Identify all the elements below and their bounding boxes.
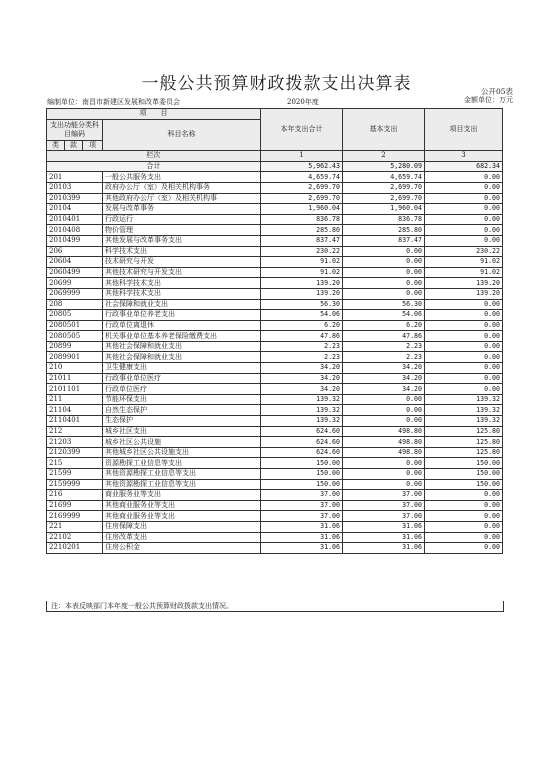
row-basic: 2.23 bbox=[343, 341, 425, 352]
col-no-1: 1 bbox=[261, 151, 343, 162]
row-code: 20899 bbox=[47, 341, 103, 352]
row-basic: 836.78 bbox=[343, 214, 425, 225]
row-basic: 0.00 bbox=[343, 458, 425, 469]
row-total: 150.00 bbox=[261, 469, 343, 480]
table-row bbox=[47, 490, 503, 501]
row-total: 91.02 bbox=[261, 267, 343, 278]
row-total: 624.60 bbox=[261, 447, 343, 458]
row-name: 其他政府办公厅（室）及相关机构事 bbox=[103, 193, 261, 204]
table-row bbox=[47, 521, 503, 532]
row-total: 37.00 bbox=[261, 490, 343, 501]
row-basic: 31.06 bbox=[343, 521, 425, 532]
row-total: 56.30 bbox=[261, 299, 343, 310]
row-total: 31.06 bbox=[261, 543, 343, 554]
table-row bbox=[47, 193, 503, 204]
table-row bbox=[47, 331, 503, 342]
row-name: 物价管理 bbox=[103, 225, 261, 236]
row-name: 科学技术支出 bbox=[103, 246, 261, 257]
row-total: 2.23 bbox=[261, 352, 343, 363]
row-name: 其他科学技术支出 bbox=[103, 278, 261, 289]
row-code: 2010499 bbox=[47, 235, 103, 246]
row-name: 社会保障和就业支出 bbox=[103, 299, 261, 310]
table-row bbox=[47, 405, 503, 416]
table-body bbox=[47, 172, 503, 553]
row-name: 商业服务业等支出 bbox=[103, 490, 261, 501]
row-code: 2169999 bbox=[47, 511, 103, 522]
table-row bbox=[47, 532, 503, 543]
table-row bbox=[47, 511, 503, 522]
row-basic: 0.00 bbox=[343, 405, 425, 416]
row-project: 125.80 bbox=[425, 447, 503, 458]
row-basic: 285.80 bbox=[343, 225, 425, 236]
table-row bbox=[47, 172, 503, 183]
row-total: 31.06 bbox=[261, 532, 343, 543]
row-name: 住房公积金 bbox=[103, 543, 261, 554]
table-row bbox=[47, 363, 503, 374]
row-basic: 0.00 bbox=[343, 469, 425, 480]
row-code: 2110401 bbox=[47, 416, 103, 427]
col-no-3: 3 bbox=[425, 151, 503, 162]
row-basic: 1,960.04 bbox=[343, 204, 425, 215]
row-code: 2089901 bbox=[47, 352, 103, 363]
row-total: 31.06 bbox=[261, 521, 343, 532]
row-project: 0.00 bbox=[425, 543, 503, 554]
row-total: 91.02 bbox=[261, 257, 343, 268]
row-project: 0.00 bbox=[425, 225, 503, 236]
row-total: 139.20 bbox=[261, 278, 343, 289]
row-code: 21104 bbox=[47, 405, 103, 416]
total-value: 5,962.43 bbox=[261, 161, 343, 172]
row-name: 其他社会保障和就业支出 bbox=[103, 341, 261, 352]
row-name: 自然生态保护 bbox=[103, 405, 261, 416]
row-code: 216 bbox=[47, 490, 103, 501]
row-basic: 2,699.70 bbox=[343, 193, 425, 204]
row-name: 其他商业服务业等支出 bbox=[103, 500, 261, 511]
row-name: 节能环保支出 bbox=[103, 394, 261, 405]
row-basic: 0.00 bbox=[343, 394, 425, 405]
row-total: 837.47 bbox=[261, 235, 343, 246]
header-total: 本年支出合计 bbox=[261, 109, 343, 151]
row-total: 1,960.04 bbox=[261, 204, 343, 215]
row-name: 一般公共服务支出 bbox=[103, 172, 261, 183]
row-project: 0.00 bbox=[425, 500, 503, 511]
row-project: 125.80 bbox=[425, 437, 503, 448]
row-name: 其他技术研究与开发支出 bbox=[103, 267, 261, 278]
row-basic: 0.00 bbox=[343, 246, 425, 257]
row-code: 201 bbox=[47, 172, 103, 183]
row-name: 行政事业单位医疗 bbox=[103, 373, 261, 384]
row-basic: 54.06 bbox=[343, 310, 425, 321]
row-total: 139.32 bbox=[261, 394, 343, 405]
table-row bbox=[47, 352, 503, 363]
row-name: 其他商业服务业等支出 bbox=[103, 511, 261, 522]
row-project: 0.00 bbox=[425, 341, 503, 352]
row-code: 208 bbox=[47, 299, 103, 310]
table-row bbox=[47, 437, 503, 448]
table-row bbox=[47, 225, 503, 236]
row-name: 其他资源勘探工业信息等支出 bbox=[103, 479, 261, 490]
row-code: 2120399 bbox=[47, 447, 103, 458]
table-row bbox=[47, 458, 503, 469]
row-total: 150.00 bbox=[261, 458, 343, 469]
row-name: 其他发展与改革事务支出 bbox=[103, 235, 261, 246]
row-total: 54.06 bbox=[261, 310, 343, 321]
row-project: 0.00 bbox=[425, 373, 503, 384]
row-name: 住房改革支出 bbox=[103, 532, 261, 543]
row-total: 34.20 bbox=[261, 373, 343, 384]
row-project: 150.00 bbox=[425, 458, 503, 469]
row-code: 2080501 bbox=[47, 320, 103, 331]
row-project: 139.32 bbox=[425, 416, 503, 427]
row-name: 机关事业单位基本养老保险缴费支出 bbox=[103, 331, 261, 342]
header-xiang: 项 bbox=[83, 140, 103, 151]
row-name: 生态保护 bbox=[103, 416, 261, 427]
row-basic: 47.86 bbox=[343, 331, 425, 342]
basic-value: 5,280.09 bbox=[343, 161, 425, 172]
table-row bbox=[47, 469, 503, 480]
row-code: 2060499 bbox=[47, 267, 103, 278]
row-code: 206 bbox=[47, 246, 103, 257]
row-code: 2159999 bbox=[47, 479, 103, 490]
row-project: 0.00 bbox=[425, 320, 503, 331]
table-row bbox=[47, 426, 503, 437]
row-total: 2,699.70 bbox=[261, 193, 343, 204]
table-row bbox=[47, 416, 503, 427]
row-project: 0.00 bbox=[425, 532, 503, 543]
header-lei: 类 bbox=[47, 140, 65, 151]
row-project: 0.00 bbox=[425, 521, 503, 532]
table-row bbox=[47, 447, 503, 458]
table-row bbox=[47, 204, 503, 215]
row-project: 0.00 bbox=[425, 331, 503, 342]
row-basic: 498.80 bbox=[343, 437, 425, 448]
row-project: 91.02 bbox=[425, 267, 503, 278]
row-basic: 37.00 bbox=[343, 490, 425, 501]
expenditure-table bbox=[46, 108, 503, 554]
row-code: 21203 bbox=[47, 437, 103, 448]
col-label: 栏次 bbox=[47, 151, 261, 162]
row-project: 150.00 bbox=[425, 469, 503, 480]
fiscal-year: 2020年度 bbox=[287, 98, 319, 106]
table-row bbox=[47, 320, 503, 331]
row-code: 211 bbox=[47, 394, 103, 405]
row-basic: 4,659.74 bbox=[343, 172, 425, 183]
row-code: 22102 bbox=[47, 532, 103, 543]
row-project: 0.00 bbox=[425, 172, 503, 183]
row-project: 0.00 bbox=[425, 214, 503, 225]
row-name: 住房保障支出 bbox=[103, 521, 261, 532]
row-name: 其他资源勘探工业信息等支出 bbox=[103, 469, 261, 480]
table-row bbox=[47, 341, 503, 352]
row-basic: 0.00 bbox=[343, 288, 425, 299]
row-name: 其他科学技术支出 bbox=[103, 288, 261, 299]
row-code: 2010401 bbox=[47, 214, 103, 225]
row-code: 21699 bbox=[47, 500, 103, 511]
row-basic: 498.80 bbox=[343, 426, 425, 437]
table-row bbox=[47, 278, 503, 289]
row-code: 20103 bbox=[47, 182, 103, 193]
row-name: 城乡社区公共设施 bbox=[103, 437, 261, 448]
row-total: 285.80 bbox=[261, 225, 343, 236]
row-project: 0.00 bbox=[425, 310, 503, 321]
row-name: 行政运行 bbox=[103, 214, 261, 225]
compiling-unit: 编制单位：南昌市新建区发展和改革委员会 bbox=[47, 98, 180, 106]
row-project: 91.02 bbox=[425, 257, 503, 268]
table-row bbox=[47, 182, 503, 193]
header-code-group: 支出功能分类科目编码 bbox=[47, 119, 103, 140]
row-basic: 31.06 bbox=[343, 543, 425, 554]
amount-unit: 金额单位：万元 bbox=[464, 96, 513, 104]
project-value: 682.34 bbox=[425, 161, 503, 172]
row-total: 150.00 bbox=[261, 479, 343, 490]
row-total: 230.22 bbox=[261, 246, 343, 257]
row-basic: 0.00 bbox=[343, 416, 425, 427]
form-number: 公开05表 bbox=[480, 87, 513, 96]
row-name: 其他社会保障和就业支出 bbox=[103, 352, 261, 363]
row-name: 技术研究与开发 bbox=[103, 257, 261, 268]
row-total: 139.32 bbox=[261, 405, 343, 416]
row-basic: 37.00 bbox=[343, 511, 425, 522]
row-total: 836.78 bbox=[261, 214, 343, 225]
row-code: 2069999 bbox=[47, 288, 103, 299]
row-total: 624.60 bbox=[261, 426, 343, 437]
row-basic: 0.00 bbox=[343, 479, 425, 490]
row-project: 230.22 bbox=[425, 246, 503, 257]
row-basic: 0.00 bbox=[343, 278, 425, 289]
row-project: 125.80 bbox=[425, 426, 503, 437]
row-basic: 34.20 bbox=[343, 373, 425, 384]
row-project: 139.32 bbox=[425, 394, 503, 405]
row-total: 47.86 bbox=[261, 331, 343, 342]
row-total: 6.20 bbox=[261, 320, 343, 331]
row-total: 34.20 bbox=[261, 384, 343, 395]
row-basic: 6.20 bbox=[343, 320, 425, 331]
row-code: 2010399 bbox=[47, 193, 103, 204]
table-row bbox=[47, 384, 503, 395]
row-project: 139.20 bbox=[425, 288, 503, 299]
header-kuan: 款 bbox=[65, 140, 83, 151]
row-total: 2.23 bbox=[261, 341, 343, 352]
row-project: 0.00 bbox=[425, 204, 503, 215]
row-basic: 837.47 bbox=[343, 235, 425, 246]
row-total: 4,659.74 bbox=[261, 172, 343, 183]
row-basic: 37.00 bbox=[343, 500, 425, 511]
row-basic: 56.30 bbox=[343, 299, 425, 310]
row-total: 37.00 bbox=[261, 500, 343, 511]
row-project: 0.00 bbox=[425, 182, 503, 193]
table-row bbox=[47, 543, 503, 554]
row-code: 212 bbox=[47, 426, 103, 437]
row-code: 20699 bbox=[47, 278, 103, 289]
row-project: 0.00 bbox=[425, 352, 503, 363]
row-project: 0.00 bbox=[425, 384, 503, 395]
row-code: 2101101 bbox=[47, 384, 103, 395]
row-project: 150.00 bbox=[425, 479, 503, 490]
row-basic: 498.80 bbox=[343, 447, 425, 458]
row-name: 行政事业单位养老支出 bbox=[103, 310, 261, 321]
row-project: 0.00 bbox=[425, 363, 503, 374]
header-project: 项目支出 bbox=[425, 109, 503, 151]
row-project: 0.00 bbox=[425, 299, 503, 310]
row-code: 20104 bbox=[47, 204, 103, 215]
table-row bbox=[47, 235, 503, 246]
row-basic: 34.20 bbox=[343, 384, 425, 395]
row-project: 139.32 bbox=[425, 405, 503, 416]
row-code: 210 bbox=[47, 363, 103, 374]
header-basic: 基本支出 bbox=[343, 109, 425, 151]
row-basic: 2.23 bbox=[343, 352, 425, 363]
row-code: 21599 bbox=[47, 469, 103, 480]
table-row bbox=[47, 214, 503, 225]
row-project: 139.20 bbox=[425, 278, 503, 289]
row-total: 624.60 bbox=[261, 437, 343, 448]
row-project: 0.00 bbox=[425, 511, 503, 522]
table-row bbox=[47, 310, 503, 321]
row-basic: 31.06 bbox=[343, 532, 425, 543]
row-code: 2080505 bbox=[47, 331, 103, 342]
row-total: 37.00 bbox=[261, 511, 343, 522]
footnote: 注：本表反映部门本年度一般公共预算财政拨款支出情况。 bbox=[46, 601, 504, 612]
total-label: 合计 bbox=[47, 161, 261, 172]
row-name: 城乡社区支出 bbox=[103, 426, 261, 437]
row-name: 卫生健康支出 bbox=[103, 363, 261, 374]
row-code: 221 bbox=[47, 521, 103, 532]
table-row bbox=[47, 373, 503, 384]
row-total: 139.20 bbox=[261, 288, 343, 299]
col-no-2: 2 bbox=[343, 151, 425, 162]
row-basic: 0.00 bbox=[343, 257, 425, 268]
row-code: 2010408 bbox=[47, 225, 103, 236]
row-name: 其他城乡社区公共设施支出 bbox=[103, 447, 261, 458]
row-basic: 34.20 bbox=[343, 363, 425, 374]
row-code: 20805 bbox=[47, 310, 103, 321]
row-name: 政府办公厅（室）及相关机构事务 bbox=[103, 182, 261, 193]
table-row bbox=[47, 479, 503, 490]
row-name: 行政单位离退休 bbox=[103, 320, 261, 331]
row-name: 资源勘探工业信息等支出 bbox=[103, 458, 261, 469]
table-row bbox=[47, 246, 503, 257]
row-total: 2,699.70 bbox=[261, 182, 343, 193]
page-title: 一般公共预算财政拨款支出决算表 bbox=[141, 74, 412, 94]
row-project: 0.00 bbox=[425, 193, 503, 204]
header-item: 项 目 bbox=[47, 109, 261, 120]
row-project: 0.00 bbox=[425, 490, 503, 501]
table-row bbox=[47, 394, 503, 405]
row-total: 34.20 bbox=[261, 363, 343, 374]
row-basic: 0.00 bbox=[343, 267, 425, 278]
row-name: 发展与改革事务 bbox=[103, 204, 261, 215]
row-basic: 2,699.70 bbox=[343, 182, 425, 193]
table-row bbox=[47, 267, 503, 278]
row-code: 215 bbox=[47, 458, 103, 469]
table-row bbox=[47, 257, 503, 268]
header-name: 科目名称 bbox=[103, 119, 261, 151]
row-project: 0.00 bbox=[425, 235, 503, 246]
meta-bar bbox=[47, 95, 513, 107]
row-total: 139.32 bbox=[261, 416, 343, 427]
table-row bbox=[47, 288, 503, 299]
table-row bbox=[47, 500, 503, 511]
row-code: 21011 bbox=[47, 373, 103, 384]
row-code: 2210201 bbox=[47, 543, 103, 554]
row-code: 20604 bbox=[47, 257, 103, 268]
table-row bbox=[47, 299, 503, 310]
row-name: 行政单位医疗 bbox=[103, 384, 261, 395]
